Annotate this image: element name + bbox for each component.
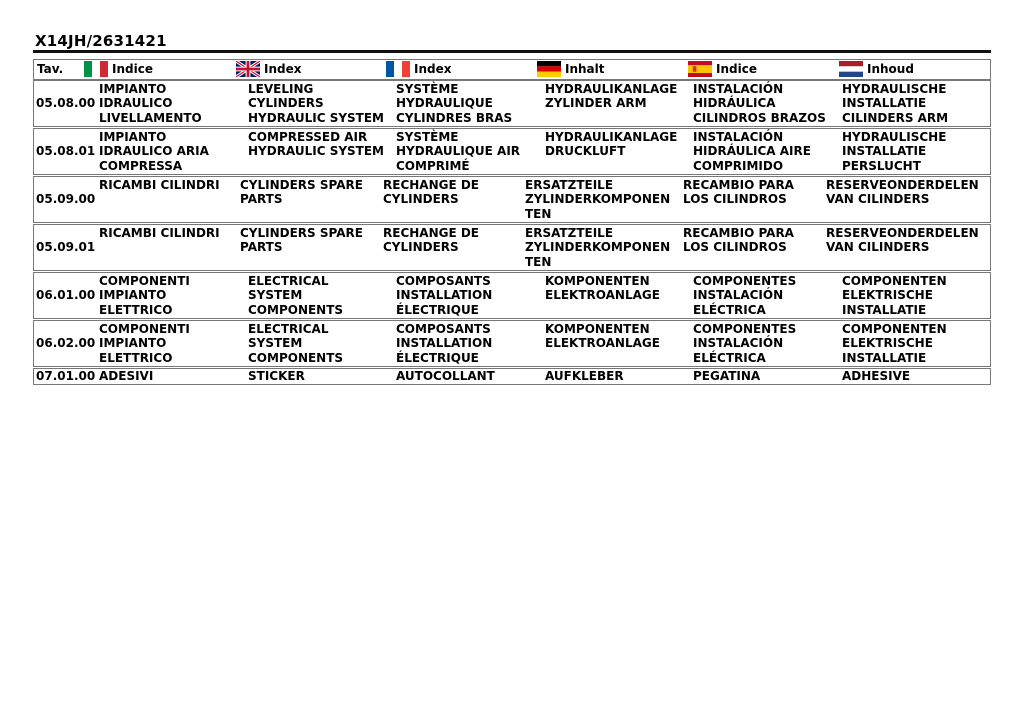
cell-german: AUFKLEBER	[545, 369, 624, 383]
cell-french: RECHANGE DE CYLINDERS	[383, 226, 479, 255]
cell-dutch: ADHESIVE	[842, 369, 911, 383]
cell-german: KOMPONENTEN ELEKTROANLAGE	[545, 322, 660, 351]
table-row	[33, 320, 991, 367]
cell-english: ELECTRICAL SYSTEM COMPONENTS	[248, 322, 344, 365]
header-french	[386, 61, 451, 77]
cell-english: STICKER	[248, 369, 305, 383]
cell-german: ERSATZTEILE ZYLINDERKOMPONEN TEN	[525, 178, 671, 221]
cell-german: KOMPONENTEN ELEKTROANLAGE	[545, 274, 660, 303]
cell-german: ERSATZTEILE ZYLINDERKOMPONEN TEN	[525, 226, 671, 269]
germany-flag-icon	[537, 61, 561, 77]
document-title: X14JH/2631421	[35, 32, 167, 50]
cell-italian: COMPONENTI IMPIANTO ELETTRICO	[99, 322, 190, 365]
cell-english: COMPRESSED AIR HYDRAULIC SYSTEM	[248, 130, 384, 159]
header-dutch	[839, 61, 914, 77]
cell-french: COMPOSANTS INSTALLATION ÉLECTRIQUE	[396, 322, 493, 365]
row-code: 06.02.00	[36, 336, 96, 350]
header-label: Inhalt	[565, 62, 605, 76]
italy-flag-icon	[84, 61, 108, 77]
cell-dutch: HYDRAULISCHE INSTALLATIE PERSLUCHT	[842, 130, 947, 173]
header-english	[236, 61, 301, 77]
cell-spanish: PEGATINA	[693, 369, 761, 383]
table-header	[33, 59, 991, 80]
header-german	[537, 61, 605, 77]
cell-french: COMPOSANTS INSTALLATION ÉLECTRIQUE	[396, 274, 493, 317]
table-row	[33, 272, 991, 319]
row-code: 05.09.00	[36, 192, 96, 206]
row-code: 06.01.00	[36, 288, 96, 302]
cell-italian: ADESIVI	[99, 369, 154, 383]
table-row	[33, 368, 991, 385]
table-row	[33, 128, 991, 175]
table-row	[33, 224, 991, 271]
cell-dutch: HYDRAULISCHE INSTALLATIE CILINDERS ARM	[842, 82, 949, 125]
row-code: 05.09.01	[36, 240, 96, 254]
cell-dutch: RESERVEONDERDELEN VAN CILINDERS	[826, 226, 979, 255]
cell-italian: IMPIANTO IDRAULICO LIVELLAMENTO	[99, 82, 202, 125]
cell-dutch: COMPONENTEN ELEKTRISCHE INSTALLATIE	[842, 322, 947, 365]
cell-italian: COMPONENTI IMPIANTO ELETTRICO	[99, 274, 190, 317]
header-label: Indice	[716, 62, 757, 76]
header-label: Index	[414, 62, 452, 76]
cell-french: SYSTÈME HYDRAULIQUE AIR COMPRIMÉ	[396, 130, 521, 173]
header-label: Index	[264, 62, 302, 76]
header-label: Indice	[112, 62, 153, 76]
cell-english: ELECTRICAL SYSTEM COMPONENTS	[248, 274, 344, 317]
uk-flag-icon	[236, 61, 260, 77]
cell-english: CYLINDERS SPARE PARTS	[240, 226, 363, 255]
cell-dutch: COMPONENTEN ELEKTRISCHE INSTALLATIE	[842, 274, 947, 317]
title-divider	[33, 50, 991, 53]
cell-spanish: COMPONENTES INSTALACIÓN ELÉCTRICA	[693, 274, 797, 317]
spain-flag-icon	[688, 61, 712, 77]
cell-german: HYDRAULIKANLAGE DRUCKLUFT	[545, 130, 678, 159]
cell-dutch: RESERVEONDERDELEN VAN CILINDERS	[826, 178, 979, 207]
header-label: Inhoud	[867, 62, 914, 76]
netherlands-flag-icon	[839, 61, 863, 77]
cell-spanish: RECAMBIO PARA LOS CILINDROS	[683, 226, 794, 255]
cell-english: CYLINDERS SPARE PARTS	[240, 178, 363, 207]
cell-spanish: RECAMBIO PARA LOS CILINDROS	[683, 178, 794, 207]
cell-italian: IMPIANTO IDRAULICO ARIA COMPRESSA	[99, 130, 209, 173]
cell-spanish: COMPONENTES INSTALACIÓN ELÉCTRICA	[693, 322, 797, 365]
cell-german: HYDRAULIKANLAGE ZYLINDER ARM	[545, 82, 678, 111]
table-row	[33, 80, 991, 127]
row-code: 05.08.00	[36, 96, 96, 110]
cell-french: AUTOCOLLANT	[396, 369, 495, 383]
row-code: 05.08.01	[36, 144, 96, 158]
header-italian	[84, 61, 153, 77]
cell-italian: RICAMBI CILINDRI	[99, 178, 220, 192]
france-flag-icon	[386, 61, 410, 77]
tav-column-header: Tav.	[37, 62, 64, 76]
row-code: 07.01.00	[36, 369, 96, 383]
header-spanish	[688, 61, 757, 77]
cell-spanish: INSTALACIÓN HIDRÁULICA AIRE COMPRIMIDO	[693, 130, 811, 173]
cell-french: SYSTÈME HYDRAULIQUE CYLINDRES BRAS	[396, 82, 513, 125]
cell-french: RECHANGE DE CYLINDERS	[383, 178, 479, 207]
cell-italian: RICAMBI CILINDRI	[99, 226, 220, 240]
cell-spanish: INSTALACIÓN HIDRÁULICA CILINDROS BRAZOS	[693, 82, 826, 125]
cell-english: LEVELING CYLINDERS HYDRAULIC SYSTEM	[248, 82, 384, 125]
table-row	[33, 176, 991, 223]
